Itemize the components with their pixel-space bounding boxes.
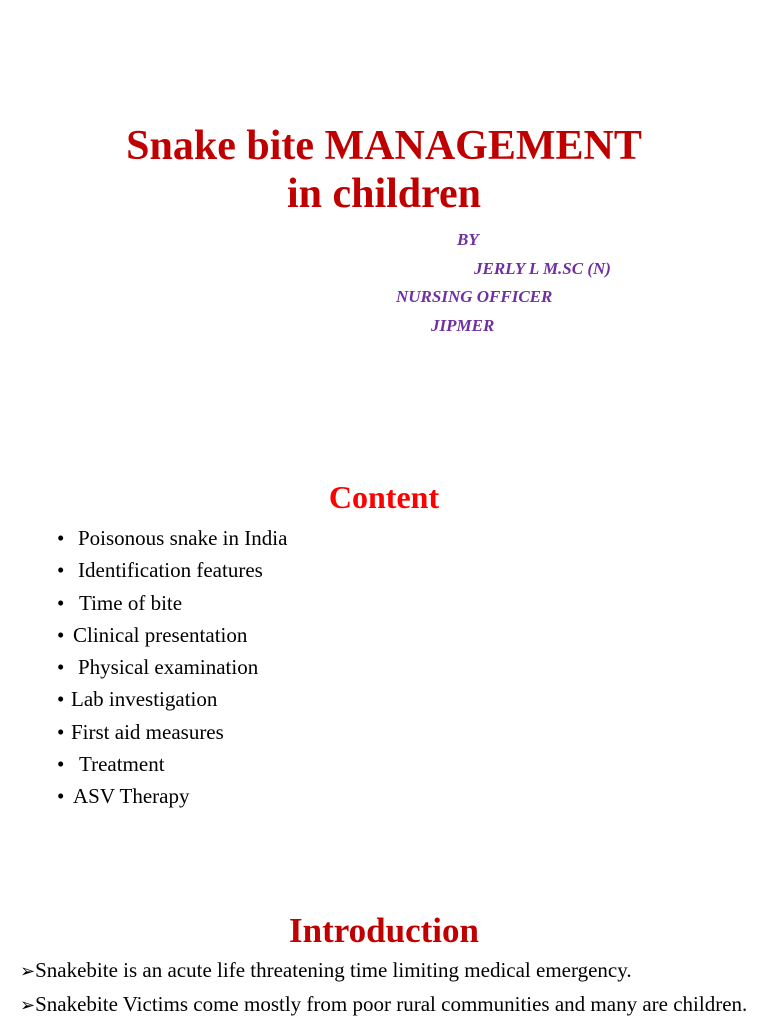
author-role: NURSING OFFICER <box>396 287 553 306</box>
content-list-item: • Physical examination <box>57 651 287 683</box>
arrow-bullet-icon: ➢ <box>20 995 36 1016</box>
bullet-icon: • <box>57 655 65 680</box>
content-list-item: • Treatment <box>57 748 287 780</box>
arrow-bullet-icon: ➢ <box>20 961 36 982</box>
slide-title-line-2: in children <box>286 171 482 217</box>
content-list-item: • ASV Therapy <box>57 780 287 812</box>
bullet-icon: • <box>57 622 65 647</box>
author-organization: JIPMER <box>431 316 495 335</box>
introduction-heading: Introduction <box>289 911 479 950</box>
content-list <box>57 522 287 813</box>
content-list-item: • First aid measures <box>57 716 287 748</box>
introduction-list-item: ➢Snakebite is an acute life threatening time limiting medical emergency. <box>20 958 632 982</box>
bullet-icon: • <box>57 687 65 712</box>
content-list-item: • Lab investigation <box>57 683 287 715</box>
introduction-list-item: ➢Snakebite Victims come mostly from poor rural communities and many are children. <box>20 992 748 1016</box>
bullet-icon: • <box>57 558 65 583</box>
author-name: JERLY L M.SC (N) <box>474 259 611 278</box>
content-heading: Content <box>328 479 440 515</box>
author-by-label: BY <box>457 230 479 249</box>
content-list-item: • Identification features <box>57 554 287 586</box>
bullet-icon: • <box>57 719 65 744</box>
content-list-item: • Poisonous snake in India <box>57 522 287 554</box>
slide-title-line-1: Snake bite MANAGEMENT <box>126 123 642 169</box>
bullet-icon: • <box>57 526 65 550</box>
slide-title <box>0 122 768 218</box>
bullet-icon: • <box>57 784 65 809</box>
introduction-list <box>20 956 748 1024</box>
content-list-item: • Clinical presentation <box>57 619 287 651</box>
bullet-icon: • <box>57 590 65 615</box>
content-list-item: • Time of bite <box>57 587 287 619</box>
bullet-icon: • <box>57 752 65 777</box>
